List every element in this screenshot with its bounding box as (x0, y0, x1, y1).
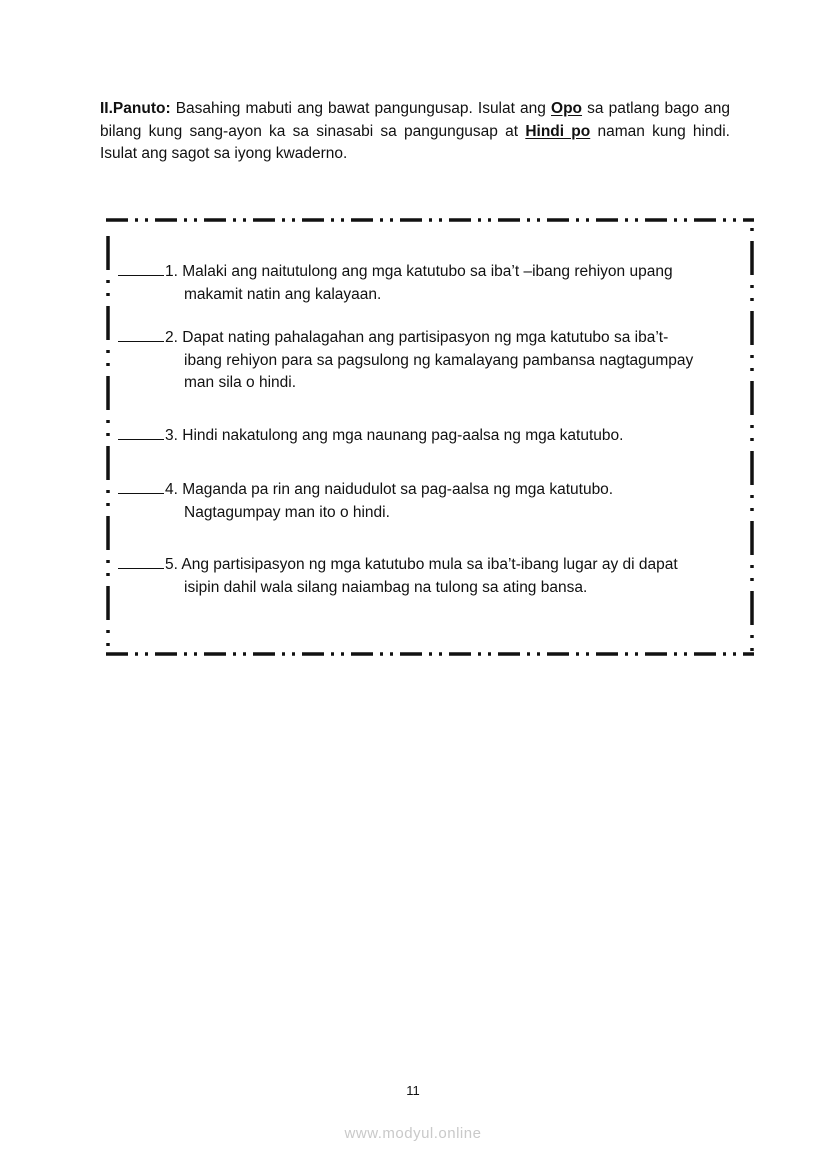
item-text: Maganda pa rin ang naidudulot sa pag-aalsa ng mga katutubo. (177, 481, 614, 498)
item-text: Malaki ang naitutulong ang mga katutubo sa iba’t –ibang rehiyon upang (177, 263, 673, 280)
item-number: 3. (165, 427, 178, 444)
watermark: www.modyul.online (344, 1125, 482, 1142)
item-number: 1. (165, 263, 178, 280)
list-item (118, 478, 738, 524)
answer-key-opo: Opo (551, 100, 583, 117)
item-text-continued: isipin dahil wala silang naiambag na tulong sa ating bansa. (184, 578, 588, 596)
answer-blank[interactable] (118, 424, 164, 440)
answer-blank[interactable] (118, 326, 164, 342)
item-number: 2. (165, 329, 178, 346)
list-item (118, 326, 738, 395)
item-text: Hindi nakatulong ang mga naunang pag-aalsa ng mga katutubo. (177, 427, 624, 444)
list-item (118, 553, 738, 599)
item-text-continued: ibang rehiyon para sa pagsulong ng kamalayang pambansa nagtagumpay (184, 351, 694, 369)
instructions-text-b: sa patlang bago ang bilang kung sang-ayon ka sa sinasabi sa pangungusap at (100, 100, 731, 140)
item-text-continued: man sila o hindi. (184, 374, 297, 391)
item-number: 4. (165, 481, 178, 498)
answer-blank[interactable] (118, 553, 164, 569)
item-text: Ang partisipasyon ng mga katutubo mula sa iba’t-ibang lugar ay di dapat (177, 556, 678, 573)
answer-key-hindi-po: Hindi po (525, 122, 591, 140)
instructions-paragraph (100, 98, 730, 166)
instructions-text-c: naman kung hindi. Isulat ang sagot sa iyong kwaderno. (100, 122, 730, 162)
item-text-continued: Nagtagumpay man ito o hindi. (184, 503, 390, 521)
instructions-label: II.Panuto: (100, 100, 171, 117)
page-number: 11 (406, 1083, 420, 1098)
list-item (118, 424, 738, 448)
item-text-continued: makamit natin ang kalayaan. (184, 285, 382, 303)
list-item (118, 260, 738, 306)
answer-blank[interactable] (118, 260, 164, 276)
item-number: 5. (165, 556, 178, 573)
answer-blank[interactable] (118, 478, 164, 494)
item-text: Dapat nating pahalagahan ang partisipasyon ng mga katutubo sa iba’t- (177, 329, 669, 346)
instructions-text-a: Basahing mabuti ang bawat pangungusap. Isulat ang (170, 100, 552, 117)
